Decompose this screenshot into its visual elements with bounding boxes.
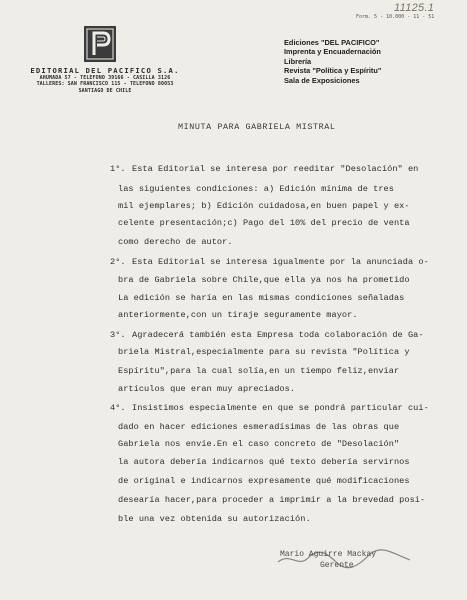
division-item: Sala de Exposiciones	[284, 75, 360, 85]
division-item: Revista "Política y Espíritu"	[284, 66, 382, 76]
memo-title: MINUTA PARA GABRIELA MISTRAL	[178, 122, 336, 132]
paragraph-line: Gabriela nos envíe.En el caso concreto de "Desolación"	[118, 439, 400, 449]
publisher-logo-icon	[83, 25, 117, 63]
paragraph-number: 4°.	[110, 403, 126, 413]
division-item: Ediciones "DEL PACIFICO"	[284, 38, 380, 47]
company-name: EDITORIAL DEL PACIFICO S.A.	[30, 66, 180, 75]
paragraph-line: dado en hacer ediciones esmeradísimas de las obras que	[118, 422, 400, 432]
paragraph-line: bra de Gabriela sobre Chile,que ella ya nos ha prometido	[118, 275, 410, 285]
paragraph-line: Esta Editorial se interesa igualmente por la anunciada o-	[132, 257, 429, 267]
form-code: Form. 5 - 10.000 - 11 - 51	[356, 14, 435, 20]
paragraph-line: artículos que eran muy apreciados.	[118, 384, 296, 394]
paragraph-line: como derecho de autor.	[118, 237, 233, 247]
paragraph-line: la autora debería indicarnos qué texto debería servirnos	[118, 457, 410, 467]
letterhead-company	[30, 66, 180, 94]
signatory-name: Mario Aguirre Mackay	[280, 550, 377, 559]
division-item: Librería	[284, 56, 312, 66]
paragraph-number: 1°.	[110, 164, 126, 174]
paragraph-number: 3°.	[110, 330, 126, 340]
paragraph-line: briela Mistral,especialmente para su revista "Política y	[118, 347, 410, 357]
paragraph-line: las siguientes condiciones: a) Edición mínima de tres	[118, 184, 394, 194]
city-line: SANTIAGO DE CHILE	[78, 87, 132, 94]
paragraph-line: Insistimos especialmente en que se pondrá particular cui-	[132, 403, 429, 413]
paragraph-line: de original e indicarnos expresamente qué modificaciones	[118, 476, 410, 486]
paragraph-line: Espíritu",para la cual solía,en un tiempo feliz,enviar	[118, 366, 400, 376]
archive-number: 11125.1	[394, 2, 435, 14]
paragraph-line: ble una vez obtenida su autorización.	[118, 514, 311, 524]
paragraph-line: anteriormente,con un tiraje seguramente mayor.	[118, 310, 358, 320]
paragraph-line: Agradecerá también esta Empresa toda colaboración de Ga-	[132, 330, 424, 340]
letterhead-divisions	[284, 38, 454, 85]
paragraph-line: mil ejemplares; b) Edición cuidadosa,en buen papel y ex-	[118, 201, 410, 211]
paragraph-line: celente presentación;c) Pago del 10% del precio de venta	[118, 218, 410, 228]
address-line: TALLERES: SAN FRANCISCO 115 - TELEFONO 80053	[36, 81, 174, 88]
address-line: AHUMADA 57 - TELEFONO 39166 - CASILLA 3126	[39, 75, 171, 81]
signatory-role: Gerente	[320, 561, 354, 570]
paragraph-line: Esta Editorial se interesa por reeditar "Desolación" en	[132, 164, 419, 174]
division-item: Imprenta y Encuadernación	[284, 47, 381, 57]
paragraph-line: desearía hacer,para proceder a imprimir a la brevedad posi-	[118, 495, 426, 505]
paragraph-number: 2°.	[110, 257, 126, 267]
paragraph-line: La edición se haría en las mismas condiciones señaladas	[118, 293, 405, 303]
